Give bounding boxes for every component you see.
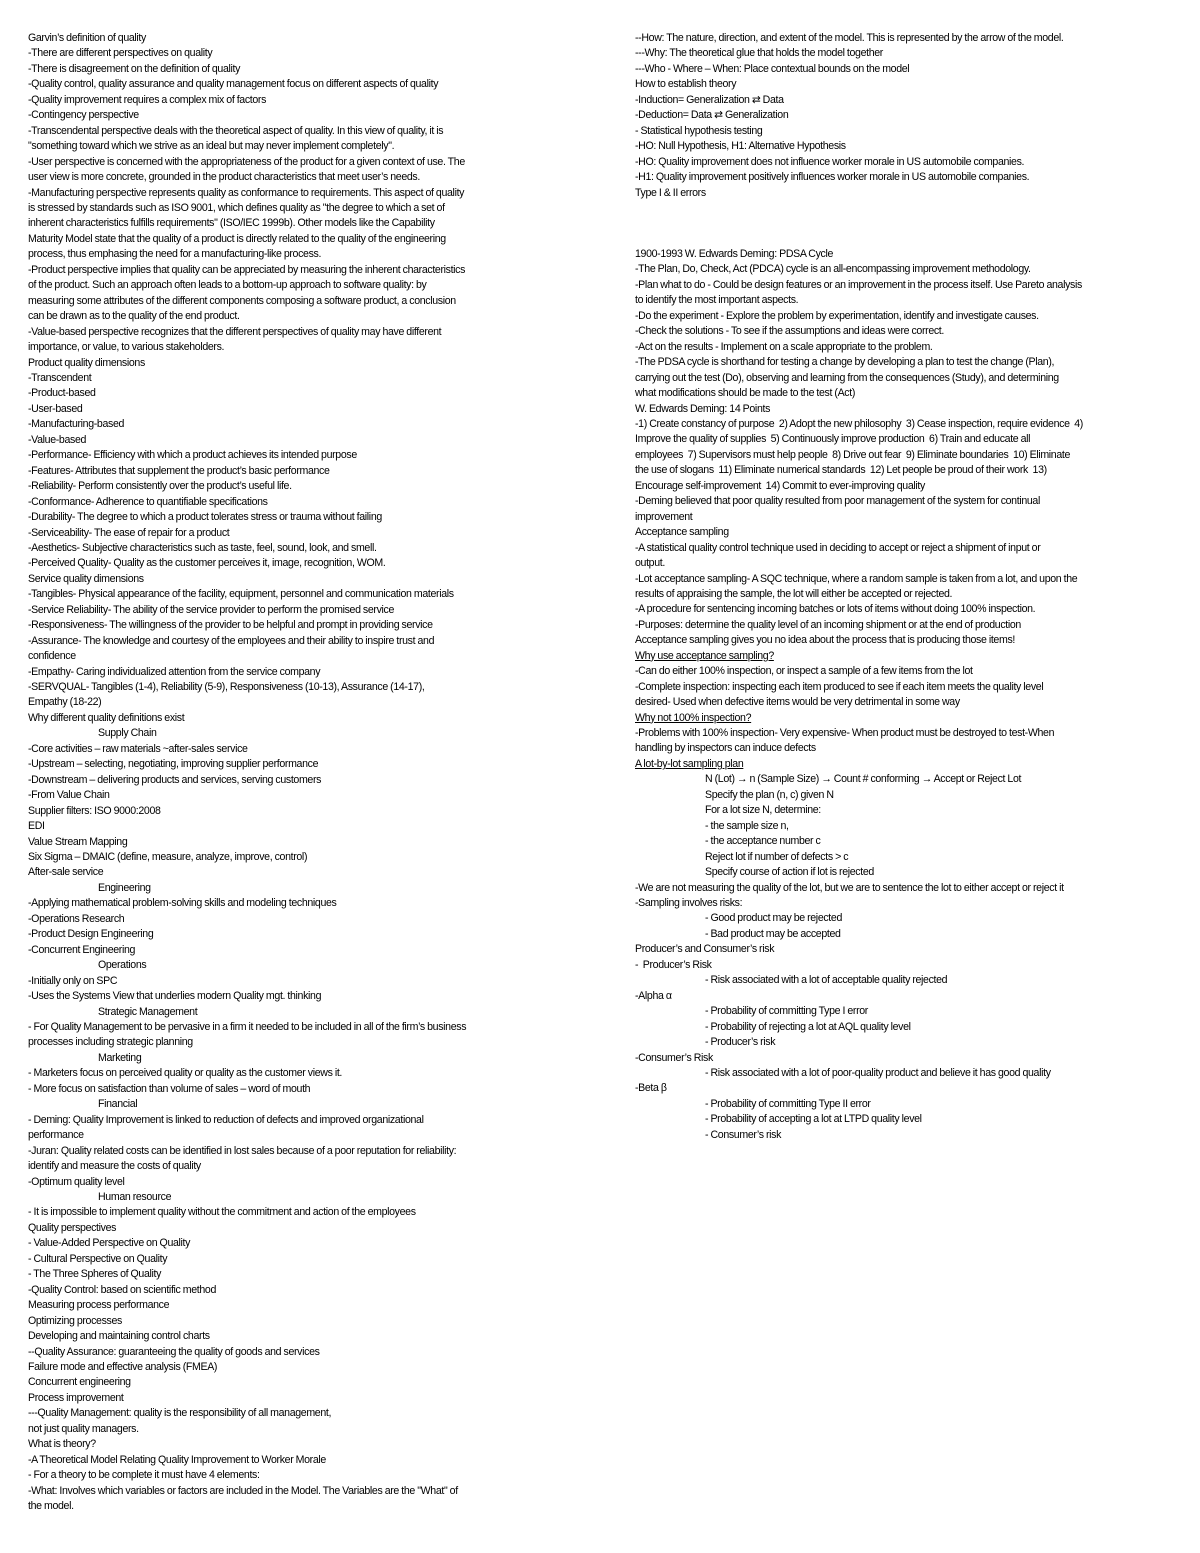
text-line: How to establish theory xyxy=(635,78,737,91)
text-line: -HO: Quality improvement does not influence worker morale in US automobile companies. xyxy=(635,155,1025,168)
text-line: -User perspective is concerned with the appropriateness of the product for a given context of use. The xyxy=(28,155,465,168)
text-line: measuring some attributes of the different components composing a software product, a conclusion xyxy=(28,294,456,307)
text-line: - For a theory to be complete it must have 4 elements: xyxy=(28,1469,260,1482)
text-line: the model. xyxy=(28,1500,74,1513)
text-line: -Upstream – selecting, negotiating, improving supplier performance xyxy=(28,758,319,771)
text-line: to identify the most important aspects. xyxy=(635,294,799,307)
text-line: Maturity Model state that the quality of a product is directly related to the quality of the engineering xyxy=(28,232,446,245)
text-line: handling by inspectors can induce defects xyxy=(635,742,816,755)
text-line: - Good product may be rejected xyxy=(705,912,842,925)
text-line: improvement xyxy=(635,510,693,523)
text-line: -Optimum quality level xyxy=(28,1175,125,1188)
text-line: - Producer’s Risk xyxy=(635,958,712,971)
text-line: Operations xyxy=(98,959,147,972)
text-line: Empathy (18-22) xyxy=(28,696,102,709)
text-line: -Do the experiment - Explore the problem by experimentation, identify and investigate causes. xyxy=(635,309,1039,322)
text-line: -Performance- Efficiency with which a product achieves its intended purpose xyxy=(28,449,357,462)
text-line: After-sale service xyxy=(28,866,104,879)
text-line: - Probability of accepting a lot at LTPD quality level xyxy=(705,1113,922,1126)
text-line: Producer’s and Consumer’s risk xyxy=(635,943,775,956)
text-line: -Plan what to do - Could be design features or an improvement in the process itself. Use Pareto analysis xyxy=(635,278,1082,291)
text-line: Why not 100% inspection? xyxy=(635,711,752,724)
text-line: -A procedure for sentencing incoming batches or lots of items without doing 100% inspection. xyxy=(635,603,1036,616)
text-line: W. Edwards Deming: 14 Points xyxy=(635,402,771,415)
text-line: Failure mode and effective analysis (FMEA) xyxy=(28,1360,218,1373)
text-line: of the product. Such an approach often leads to a bottom-up approach to software quality: by xyxy=(28,279,427,292)
text-line: -Contingency perspective xyxy=(28,109,139,122)
text-line: Acceptance sampling gives you no idea about the process that is producing those items! xyxy=(635,634,1015,647)
text-line: Human resource xyxy=(98,1190,172,1203)
text-line: - It is impossible to implement quality without the commitment and action of the employees xyxy=(28,1206,416,1219)
text-line: user view is more concrete, grounded in the product characteristics that meet user’s needs. xyxy=(28,171,420,184)
text-line: Measuring process performance xyxy=(28,1299,170,1312)
text-line: -Product Design Engineering xyxy=(28,928,154,941)
text-line: -Concurrent Engineering xyxy=(28,943,136,956)
text-line: processes including strategic planning xyxy=(28,1036,193,1049)
text-line: Strategic Management xyxy=(98,1005,198,1018)
text-line: -Quality improvement requires a complex mix of factors xyxy=(28,93,267,106)
text-line: -Features- Attributes that supplement the product’s basic performance xyxy=(28,464,330,477)
text-line: - the acceptance number c xyxy=(705,835,821,848)
right-column-bottom xyxy=(635,247,1173,1143)
text-line: -Complete inspection: inspecting each item produced to see if each item meets the quality level xyxy=(635,680,1044,693)
text-line: -The PDSA cycle is shorthand for testing a change by developing a plan to test the change (Plan), xyxy=(635,356,1055,369)
text-line: - Probability of committing Type I error xyxy=(705,1005,868,1018)
text-line: -Empathy- Caring individualized attention from the service company xyxy=(28,665,321,678)
text-line: -User-based xyxy=(28,402,83,415)
text-line: Quality perspectives xyxy=(28,1221,117,1234)
text-line: -Uses the Systems View that underlies modern Quality mgt. thinking xyxy=(28,990,322,1003)
text-line: Encourage self-improvement 14) Commit to ever-improving quality xyxy=(635,479,925,492)
text-line: For a lot size N, determine: xyxy=(705,804,821,817)
text-line: -There are different perspectives on quality xyxy=(28,47,213,60)
text-line: ---Who - Where – When: Place contextual bounds on the model xyxy=(635,62,910,75)
text-line: -Assurance- The knowledge and courtesy of the employees and their ability to inspire trust and xyxy=(28,634,435,647)
text-line: -Deming believed that poor quality resulted from poor management of the system for continual xyxy=(635,495,1040,508)
text-line: - Consumer’s risk xyxy=(705,1128,782,1141)
text-line: "something toward which we strive as an ideal but may never implement completely". xyxy=(28,140,395,153)
text-line: can be drawn as to the quality of the end product. xyxy=(28,310,240,323)
text-line: --How: The nature, direction, and extent of the model. This is represented by the arrow of the model. xyxy=(635,32,1064,44)
text-line: -Induction= Generalization ⇄ Data xyxy=(635,93,784,106)
text-line: output. xyxy=(635,557,665,570)
text-line: what modifications should be made to the test (Act) xyxy=(635,387,855,400)
text-line: employees 7) Supervisors must help people 8) Drive out fear 9) Eliminate boundaries 10) Eliminate xyxy=(635,448,1071,461)
text-line: N (Lot) → n (Sample Size) → Count # conforming → Accept or Reject Lot xyxy=(705,773,1022,786)
text-line: - Value-Added Perspective on Quality xyxy=(28,1237,191,1250)
text-line: -From Value Chain xyxy=(28,789,110,802)
text-line: the use of slogans 11) Eliminate numerical standards 12) Let people be proud of their work 13) xyxy=(635,464,1047,477)
text-line: - Probability of committing Type II error xyxy=(705,1097,871,1110)
text-line: -Initially only on SPC xyxy=(28,974,118,987)
text-line: ---Why: The theoretical glue that holds the model together xyxy=(635,47,883,60)
text-line: Reject lot if number of defects > c xyxy=(705,850,849,863)
text-line: - Statistical hypothesis testing xyxy=(635,124,763,137)
right-column-top xyxy=(635,31,1173,201)
text-line: - Bad product may be accepted xyxy=(705,927,841,940)
text-line: -Conformance- Adherence to quantifiable specifications xyxy=(28,495,268,508)
text-line: Optimizing processes xyxy=(28,1314,122,1327)
text-line: -We are not measuring the quality of the lot, but we are to sentence the lot to either accept or reject it xyxy=(635,881,1064,894)
text-line: -Reliability- Perform consistently over the product’s useful life. xyxy=(28,480,292,493)
text-line: -Manufacturing-based xyxy=(28,418,125,431)
text-line: What is theory? xyxy=(28,1438,96,1451)
text-line: -H1: Quality improvement positively influences worker morale in US automobile companies. xyxy=(635,171,1030,184)
text-line: -Purposes: determine the quality level of an incoming shipment or at the end of production xyxy=(635,618,1021,631)
text-line: -Core activities – raw materials ~after-sales service xyxy=(28,742,248,755)
text-line: results of appraising the sample, the lot will either be accepted or rejected. xyxy=(635,587,953,600)
text-line: -SERVQUAL- Tangibles (1-4), Reliability (5-9), Responsiveness (10-13), Assurance (14-17), xyxy=(28,681,425,694)
text-line: Specify the plan (n, c) given N xyxy=(705,788,834,801)
text-line: -Tangibles- Physical appearance of the facility, equipment, personnel and communication materials xyxy=(28,588,454,601)
text-line: -Responsiveness- The willingness of the provider to be helpful and prompt in providing service xyxy=(28,619,433,632)
text-line: -Sampling involves risks: xyxy=(635,897,743,910)
text-line: - More focus on satisfaction than volume of sales – word of mouth xyxy=(28,1082,311,1095)
text-line: -Quality Control: based on scientific method xyxy=(28,1283,217,1296)
text-line: -HO: Null Hypothesis, H1: Alternative Hypothesis xyxy=(635,140,846,153)
text-line: - Cultural Perspective on Quality xyxy=(28,1252,168,1265)
text-line: Improve the quality of supplies 5) Continuously improve production 6) Train and educate all xyxy=(635,433,1031,446)
text-line: Type I & II errors xyxy=(635,186,706,199)
text-line: confidence xyxy=(28,650,76,663)
text-line: -Manufacturing perspective represents quality as conformance to requirements. This aspect of quality xyxy=(28,186,465,199)
text-line: -A statistical quality control technique used in deciding to accept or reject a shipment of input or xyxy=(635,541,1041,554)
text-line: Process improvement xyxy=(28,1391,124,1404)
text-line: -Operations Research xyxy=(28,912,125,925)
text-line: -Perceived Quality- Quality as the customer perceives it, image, recognition, WOM. xyxy=(28,557,386,570)
text-line: - Probability of rejecting a lot at AQL quality level xyxy=(705,1020,911,1033)
text-line: - For Quality Management to be pervasive in a firm it needed to be included in all of the firm’s business xyxy=(28,1021,467,1033)
text-line: 1900-1993 W. Edwards Deming: PDSA Cycle xyxy=(635,247,834,260)
text-line: A lot-by-lot sampling plan xyxy=(635,757,744,770)
text-line: -Check the solutions - To see if the assumptions and ideas were correct. xyxy=(635,325,944,338)
text-line: Why use acceptance sampling? xyxy=(635,649,774,662)
text-line: -The Plan, Do, Check, Act (PDCA) cycle is an all-encompassing improvement methodology. xyxy=(635,263,1031,276)
text-line: carrying out the test (Do), observing and learning from the consequences (Study), and determining xyxy=(635,371,1059,384)
text-line: Product quality dimensions xyxy=(28,356,145,369)
text-line: -Can do either 100% inspection, or inspect a sample of a few items from the lot xyxy=(635,665,973,678)
text-line: -Act on the results - Implement on a scale appropriate to the problem. xyxy=(635,340,933,353)
right-column xyxy=(635,31,1173,1143)
text-line: Marketing xyxy=(98,1051,142,1064)
text-line: - The Three Spheres of Quality xyxy=(28,1268,162,1281)
text-line: -Applying mathematical problem-solving skills and modeling techniques xyxy=(28,897,337,910)
text-line: -Durability- The degree to which a product tolerates stress or trauma without failing xyxy=(28,511,382,524)
text-line: -Transcendental perspective deals with the theoretical aspect of quality. In this view of quality, it is xyxy=(28,124,444,137)
text-line: -Value-based xyxy=(28,433,87,446)
text-line: -Value-based perspective recognizes that the different perspectives of quality may have different xyxy=(28,325,442,338)
text-line: -Aesthetics- Subjective characteristics such as taste, feel, sound, look, and smell. xyxy=(28,541,377,554)
text-line: -Deduction= Data ⇄ Generalization xyxy=(635,109,789,122)
text-line: performance xyxy=(28,1129,84,1142)
text-line: is stressed by standards such as ISO 9001, which defines quality as "the degree to which a set of xyxy=(28,201,445,214)
text-line: identify and measure the costs of quality xyxy=(28,1160,201,1173)
text-line: -Product perspective implies that quality can be appreciated by measuring the inherent characteristics xyxy=(28,263,466,276)
text-line: Concurrent engineering xyxy=(28,1376,131,1389)
text-line: -There is disagreement on the definition of quality xyxy=(28,62,241,75)
text-line: - Deming: Quality Improvement is linked to reduction of defects and improved organizational xyxy=(28,1113,424,1126)
section-gap xyxy=(635,201,1173,247)
text-line: -Transcendent xyxy=(28,371,92,384)
text-line: Service quality dimensions xyxy=(28,572,144,585)
text-line: Six Sigma – DMAIC (define, measure, analyze, improve, control) xyxy=(28,851,308,864)
text-line: Why different quality definitions exist xyxy=(28,711,185,724)
text-line: Acceptance sampling xyxy=(635,526,729,539)
text-line: desired- Used when defective items would be very detrimental in some way xyxy=(635,696,960,709)
text-line: - Producer’s risk xyxy=(705,1036,776,1049)
text-line: -Consumer’s Risk xyxy=(635,1051,713,1064)
text-line: -Serviceability- The ease of repair for a product xyxy=(28,526,230,539)
text-line: - Risk associated with a lot of acceptable quality rejected xyxy=(705,974,948,987)
text-line: -Product-based xyxy=(28,387,96,400)
text-line: - the sample size n, xyxy=(705,819,789,832)
text-line: importance, or value, to various stakeholders. xyxy=(28,341,225,354)
text-line: -1) Create constancy of purpose 2) Adopt the new philosophy 3) Cease inspection, require evidence 4) xyxy=(635,417,1083,430)
text-line: Supply Chain xyxy=(98,727,157,740)
text-line: Value Stream Mapping xyxy=(28,835,128,848)
text-line: Supplier filters: ISO 9000:2008 xyxy=(28,804,161,817)
left-column xyxy=(28,31,573,1515)
text-line: Financial xyxy=(98,1098,138,1111)
text-line: -What: Involves which variables or factors are included in the Model. The Variables are the "What" of xyxy=(28,1484,458,1497)
text-line: process, thus emphasing the need for a manufacturing-like process. xyxy=(28,248,322,261)
text-line: -Quality control, quality assurance and quality management focus on different aspects of quality xyxy=(28,78,439,91)
text-line: - Risk associated with a lot of poor-quality product and believe it has good quality xyxy=(705,1067,1051,1079)
text-line: Engineering xyxy=(98,881,151,894)
text-line: -Problems with 100% inspection- Very expensive- When product must be destroyed to test-When xyxy=(635,727,1055,740)
text-line: -A Theoretical Model Relating Quality Improvement to Worker Morale xyxy=(28,1453,326,1466)
text-line: inherent characteristics fulfills requirements" (ISO/IEC 1999b). Other models like the Capability xyxy=(28,217,435,230)
text-line: -Downstream – delivering products and services, serving customers xyxy=(28,773,322,786)
text-line: - Marketers focus on perceived quality or quality as the customer views it. xyxy=(28,1067,343,1080)
text-line: EDI xyxy=(28,820,45,833)
text-line: --Quality Assurance: guaranteeing the quality of goods and services xyxy=(28,1345,320,1358)
text-line: Specify course of action if lot is rejected xyxy=(705,866,874,879)
text-line: ---Quality Management: quality is the responsibility of all management, xyxy=(28,1407,332,1420)
text-line: -Lot acceptance sampling- A SQC technique, where a random sample is taken from a lot, and upon the xyxy=(635,572,1078,585)
text-line: -Beta β xyxy=(635,1082,667,1095)
text-line: Developing and maintaining control charts xyxy=(28,1330,210,1343)
text-line: Garvin’s definition of quality xyxy=(28,32,146,44)
text-line: -Service Reliability- The ability of the service provider to perform the promised service xyxy=(28,603,395,616)
text-line: not just quality managers. xyxy=(28,1422,139,1435)
text-line: -Alpha α xyxy=(635,989,672,1002)
text-line: -Juran: Quality related costs can be identified in lost sales because of a poor reputation for reliability: xyxy=(28,1144,457,1157)
